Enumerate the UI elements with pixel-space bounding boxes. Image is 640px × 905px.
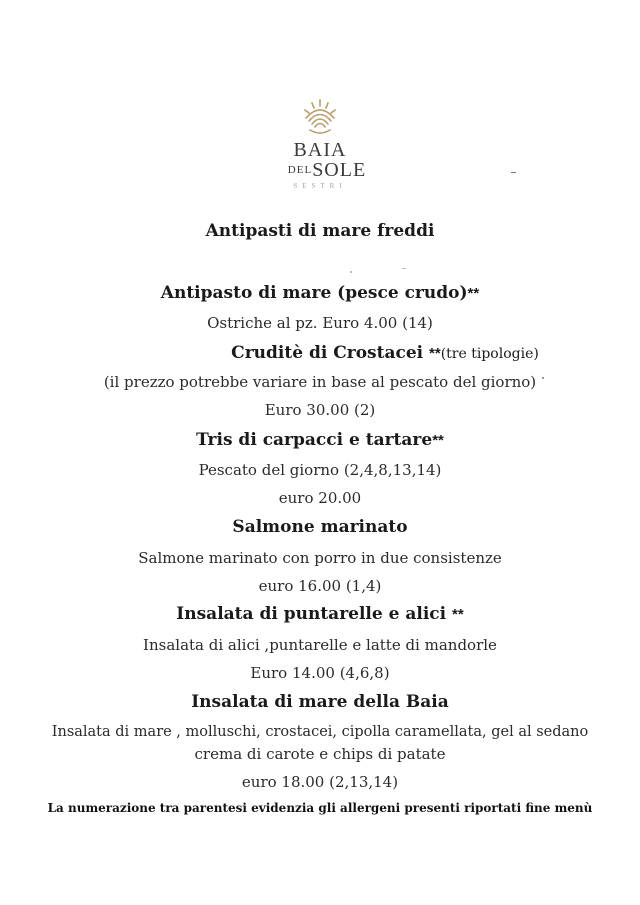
dish-stars: ** — [452, 606, 464, 623]
dish-description: Insalata di alici ,puntarelle e latte di mandorle — [143, 636, 497, 654]
dish-title — [0, 283, 640, 303]
dish-title — [0, 517, 640, 537]
dish-price: euro 18.00 (2,13,14) — [241, 773, 399, 791]
brand-name-del-sole — [14, 160, 640, 182]
dish-title — [0, 604, 640, 624]
dish-name-tail: (tre tipologie) — [440, 346, 539, 362]
brand-name-del: DEL — [287, 164, 313, 176]
brand-name-baia: BAIA — [293, 139, 347, 161]
dish-description: Insalata di mare , molluschi, crostacei, cipolla caramellata, gel al sedano — [51, 724, 589, 740]
dish-description: crema di carote e chips di patate — [194, 745, 446, 763]
dish-title — [0, 692, 640, 712]
scan-speck — [350, 271, 352, 273]
dish-stars: ** — [432, 432, 444, 449]
dish-name: Tris di carpacci e tartare — [196, 430, 433, 450]
dish-name: Cruditè di Crostacei — [231, 343, 430, 363]
shell-emblem-icon — [300, 98, 340, 136]
section-title: Antipasti di mare freddi — [205, 221, 435, 241]
brand-subtitle: SESTRI — [293, 182, 347, 190]
dish-title — [0, 430, 640, 450]
dish-description: Pescato del giorno (2,4,8,13,14) — [198, 461, 442, 479]
dish-stars: ** — [429, 345, 441, 362]
dish-title — [0, 343, 640, 363]
dish-price: euro 16.00 (1,4) — [258, 577, 382, 595]
brand-name-sole: SOLE — [312, 159, 367, 181]
scan-speck — [542, 377, 544, 379]
dish-description: Salmone marinato con porro in due consistenze — [138, 549, 502, 567]
dish-price: Euro 14.00 (4,6,8) — [250, 664, 390, 682]
brand-logo — [0, 98, 640, 190]
dish-description: Ostriche al pz. Euro 4.00 (14) — [207, 314, 433, 332]
scan-speck — [511, 172, 516, 173]
dish-description: (il prezzo potrebbe variare in base al pescato del giorno) — [103, 373, 537, 391]
dish-name: Insalata di mare della Baia — [191, 692, 449, 712]
allergen-note: La numerazione tra parentesi evidenzia gli allergeni presenti riportati fine menù — [47, 801, 593, 815]
scan-speck — [402, 268, 406, 269]
dish-name: Antipasto di mare (pesce crudo) — [160, 283, 468, 303]
dish-stars: ** — [467, 285, 480, 302]
dish-price: Euro 30.00 (2) — [264, 401, 376, 419]
dish-name: Salmone marinato — [232, 517, 408, 537]
dish-price: euro 20.00 — [278, 489, 362, 507]
dish-name: Insalata di puntarelle e alici — [176, 604, 453, 624]
